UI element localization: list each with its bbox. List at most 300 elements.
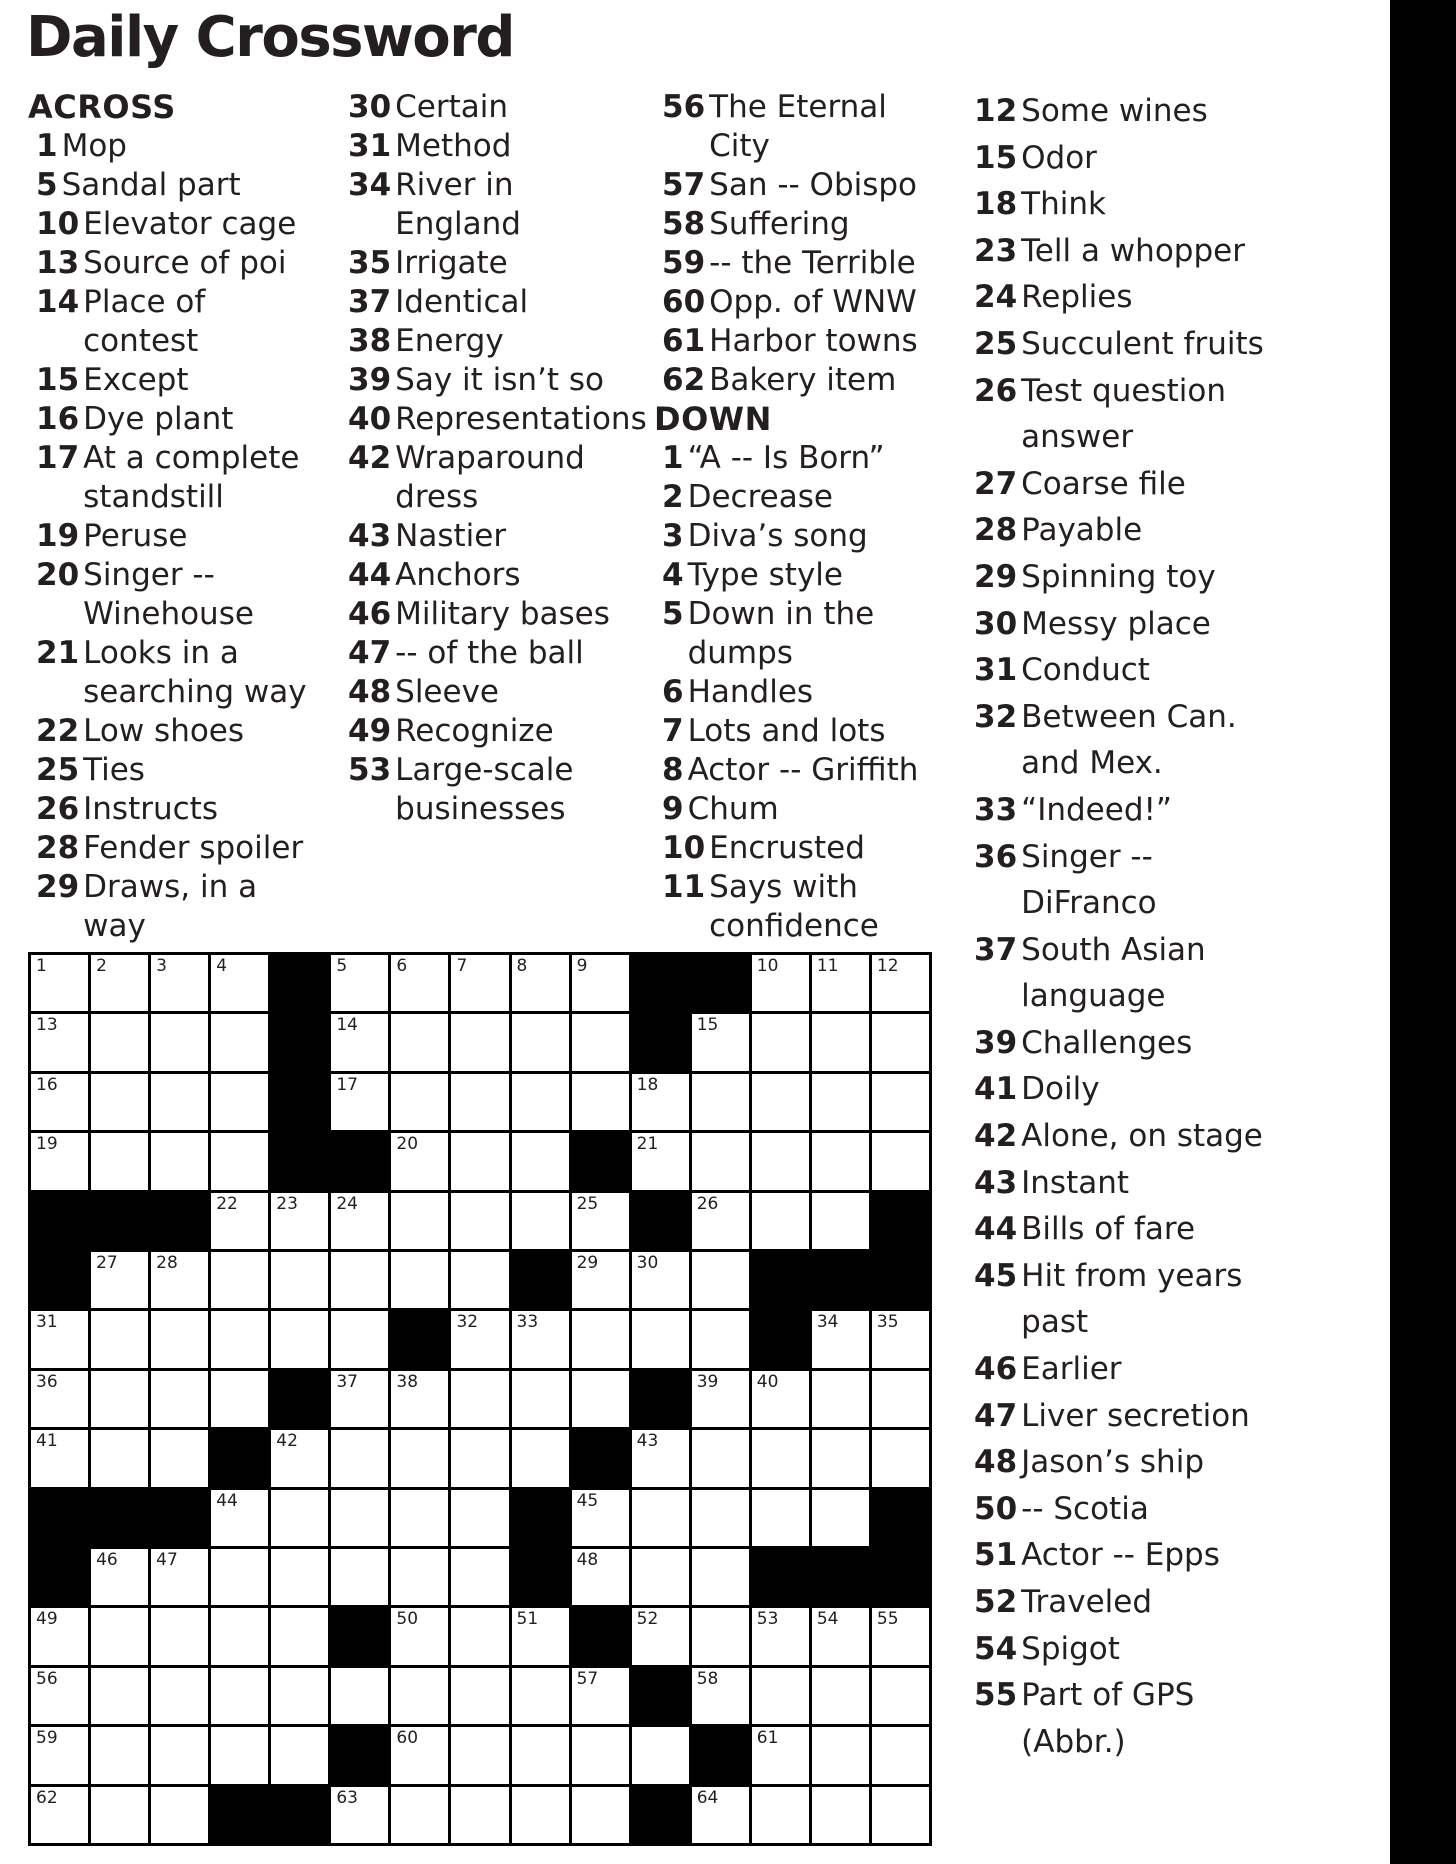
grid-cell[interactable] xyxy=(151,1311,208,1367)
down-clue[interactable] xyxy=(974,135,1274,182)
grid-cell[interactable] xyxy=(31,1787,88,1843)
grid-cell[interactable] xyxy=(391,1252,448,1308)
grid-cell[interactable] xyxy=(331,1490,388,1546)
down-clue[interactable] xyxy=(974,1346,1274,1393)
grid-cell[interactable] xyxy=(872,1371,929,1427)
grid-block xyxy=(31,1193,88,1249)
grid-cell[interactable] xyxy=(91,1014,148,1070)
across-clue[interactable] xyxy=(348,751,630,829)
grid-cell[interactable] xyxy=(211,1668,268,1724)
grid-block xyxy=(572,1608,629,1664)
grid-cell[interactable] xyxy=(512,1311,569,1367)
clue-text: Chum xyxy=(687,791,779,827)
down-clue[interactable] xyxy=(974,1160,1274,1207)
grid-cell[interactable] xyxy=(572,1311,629,1367)
across-clue[interactable] xyxy=(348,712,630,751)
grid-cell[interactable] xyxy=(572,1193,629,1249)
across-clue[interactable] xyxy=(662,88,944,166)
grid-cell[interactable] xyxy=(91,1252,148,1308)
across-clue[interactable] xyxy=(348,634,630,673)
grid-cell[interactable] xyxy=(271,1252,328,1308)
grid-cell[interactable] xyxy=(632,1252,689,1308)
across-clue[interactable] xyxy=(348,88,630,127)
grid-cell[interactable] xyxy=(151,955,208,1011)
across-clue[interactable] xyxy=(36,751,318,790)
grid-cell[interactable] xyxy=(271,1727,328,1783)
across-clue[interactable] xyxy=(662,166,944,205)
grid-cell[interactable] xyxy=(91,1074,148,1130)
clue-text: Opp. of WNW xyxy=(709,284,917,320)
grid-cell[interactable] xyxy=(151,1014,208,1070)
across-clue[interactable] xyxy=(36,361,318,400)
down-clue[interactable] xyxy=(974,1066,1274,1113)
grid-cell[interactable] xyxy=(872,1668,929,1724)
down-clue[interactable] xyxy=(662,790,944,829)
grid-cell[interactable] xyxy=(31,1608,88,1664)
grid-cell[interactable] xyxy=(331,955,388,1011)
grid-cell[interactable] xyxy=(692,1311,749,1367)
clue-number: 10 xyxy=(36,206,80,242)
grid-cell[interactable] xyxy=(512,1074,569,1130)
down-clue[interactable] xyxy=(974,274,1274,321)
grid-cell[interactable] xyxy=(512,1668,569,1724)
clue-number: 14 xyxy=(36,284,80,320)
grid-cell[interactable] xyxy=(391,1549,448,1605)
across-clue[interactable] xyxy=(36,517,318,556)
down-clue[interactable] xyxy=(662,439,944,478)
clue-text: Decrease xyxy=(687,479,833,515)
down-clue[interactable] xyxy=(974,1672,1274,1765)
grid-cell[interactable] xyxy=(872,1311,929,1367)
grid-cell[interactable] xyxy=(572,1787,629,1843)
grid-cell[interactable] xyxy=(31,1430,88,1486)
grid-cell[interactable] xyxy=(211,1074,268,1130)
down-clue[interactable] xyxy=(974,88,1274,135)
down-clue[interactable] xyxy=(662,478,944,517)
down-clue[interactable] xyxy=(974,1532,1274,1579)
down-clue[interactable] xyxy=(974,647,1274,694)
down-clue[interactable] xyxy=(974,787,1274,834)
across-clue[interactable] xyxy=(348,166,630,244)
grid-cell[interactable] xyxy=(151,1727,208,1783)
clue-number: 39 xyxy=(348,362,392,398)
clue-number: 30 xyxy=(974,605,1018,642)
across-clue[interactable] xyxy=(348,673,630,712)
grid-cell[interactable] xyxy=(572,1252,629,1308)
down-clue[interactable] xyxy=(974,834,1274,927)
grid-cell[interactable] xyxy=(391,1430,448,1486)
grid-cell[interactable] xyxy=(632,1133,689,1189)
grid-cell[interactable] xyxy=(91,955,148,1011)
grid-cell[interactable] xyxy=(331,1549,388,1605)
cell-number: 53 xyxy=(756,1609,779,1630)
grid-cell[interactable] xyxy=(872,1727,929,1783)
clue-text: Place of contest xyxy=(83,284,206,359)
grid-cell[interactable] xyxy=(331,1311,388,1367)
across-clue[interactable] xyxy=(36,829,318,868)
grid-cell[interactable] xyxy=(211,1133,268,1189)
grid-cell[interactable] xyxy=(692,1608,749,1664)
cell-number: 29 xyxy=(576,1253,599,1273)
across-clue[interactable] xyxy=(348,361,630,400)
grid-cell[interactable] xyxy=(451,1371,508,1427)
grid-cell[interactable] xyxy=(752,1727,809,1783)
across-clue[interactable] xyxy=(662,205,944,244)
clue-number: 34 xyxy=(348,167,392,203)
grid-cell[interactable] xyxy=(331,1074,388,1130)
across-clue[interactable] xyxy=(348,439,630,517)
grid-cell[interactable] xyxy=(91,1133,148,1189)
grid-cell[interactable] xyxy=(872,1074,929,1130)
grid-cell[interactable] xyxy=(31,1371,88,1427)
down-clue[interactable] xyxy=(662,868,944,946)
grid-cell[interactable] xyxy=(451,1133,508,1189)
grid-cell[interactable] xyxy=(391,1193,448,1249)
down-clue[interactable] xyxy=(974,554,1274,601)
across-clue[interactable] xyxy=(36,439,318,517)
grid-cell[interactable] xyxy=(812,1074,869,1130)
grid-cell[interactable] xyxy=(752,955,809,1011)
grid-cell[interactable] xyxy=(572,955,629,1011)
grid-cell[interactable] xyxy=(91,1787,148,1843)
across-clue[interactable] xyxy=(348,517,630,556)
grid-cell[interactable] xyxy=(211,1014,268,1070)
clue-text: The Eternal City xyxy=(709,89,887,164)
across-clue[interactable] xyxy=(36,205,318,244)
grid-cell[interactable] xyxy=(211,1371,268,1427)
cell-number: 52 xyxy=(636,1609,659,1630)
grid-cell[interactable] xyxy=(572,1727,629,1783)
grid-cell[interactable] xyxy=(572,1371,629,1427)
grid-cell[interactable] xyxy=(151,1133,208,1189)
grid-cell[interactable] xyxy=(91,1608,148,1664)
down-clue[interactable] xyxy=(662,517,944,556)
clue-number: 42 xyxy=(348,440,392,476)
down-clue[interactable] xyxy=(974,507,1274,554)
down-clue[interactable] xyxy=(662,712,944,751)
grid-cell[interactable] xyxy=(271,1193,328,1249)
grid-cell[interactable] xyxy=(572,1549,629,1605)
grid-cell[interactable] xyxy=(752,1608,809,1664)
grid-cell[interactable] xyxy=(512,1371,569,1427)
grid-cell[interactable] xyxy=(331,1430,388,1486)
grid-cell[interactable] xyxy=(632,1549,689,1605)
across-clue[interactable] xyxy=(36,868,318,946)
grid-cell[interactable] xyxy=(151,1549,208,1605)
grid-cell[interactable] xyxy=(31,1133,88,1189)
grid-cell[interactable] xyxy=(752,1430,809,1486)
grid-cell[interactable] xyxy=(211,1193,268,1249)
clue-number: 13 xyxy=(36,245,80,281)
grid-cell[interactable] xyxy=(271,1490,328,1546)
grid-cell[interactable] xyxy=(271,1668,328,1724)
down-clue[interactable] xyxy=(974,1206,1274,1253)
cell-number: 40 xyxy=(756,1371,779,1392)
down-clue[interactable] xyxy=(974,1020,1274,1067)
grid-cell[interactable] xyxy=(572,1668,629,1724)
grid-cell[interactable] xyxy=(151,1371,208,1427)
grid-cell[interactable] xyxy=(812,1668,869,1724)
grid-cell[interactable] xyxy=(512,955,569,1011)
grid-cell[interactable] xyxy=(271,1608,328,1664)
down-clue[interactable] xyxy=(662,751,944,790)
down-clue[interactable] xyxy=(974,368,1274,461)
grid-cell[interactable] xyxy=(872,955,929,1011)
grid-cell[interactable] xyxy=(451,1549,508,1605)
grid-cell[interactable] xyxy=(872,1133,929,1189)
grid-cell[interactable] xyxy=(752,1074,809,1130)
clue-text: At a complete standstill xyxy=(83,440,300,515)
grid-cell[interactable] xyxy=(692,1371,749,1427)
clue-number: 31 xyxy=(974,652,1018,689)
grid-cell[interactable] xyxy=(91,1727,148,1783)
grid-cell[interactable] xyxy=(692,1490,749,1546)
grid-cell[interactable] xyxy=(211,1252,268,1308)
grid-cell[interactable] xyxy=(31,955,88,1011)
across-header: ACROSS xyxy=(28,88,176,126)
grid-cell[interactable] xyxy=(752,1193,809,1249)
across-clue[interactable] xyxy=(36,166,318,205)
grid-cell[interactable] xyxy=(91,1549,148,1605)
grid-cell[interactable] xyxy=(572,1014,629,1070)
grid-cell[interactable] xyxy=(31,1014,88,1070)
grid-cell[interactable] xyxy=(632,1608,689,1664)
across-clue[interactable] xyxy=(36,556,318,634)
down-clue[interactable] xyxy=(974,1486,1274,1533)
grid-cell[interactable] xyxy=(512,1133,569,1189)
clue-number: 15 xyxy=(36,362,80,398)
grid-cell[interactable] xyxy=(632,1727,689,1783)
grid-cell[interactable] xyxy=(752,1490,809,1546)
grid-cell[interactable] xyxy=(331,1371,388,1427)
grid-cell[interactable] xyxy=(451,1252,508,1308)
down-clue[interactable] xyxy=(974,927,1274,1020)
grid-cell[interactable] xyxy=(31,1311,88,1367)
clue-number: 20 xyxy=(36,557,80,593)
grid-cell[interactable] xyxy=(151,1608,208,1664)
across-clue[interactable] xyxy=(662,283,944,322)
grid-cell[interactable] xyxy=(151,1252,208,1308)
grid-cell[interactable] xyxy=(391,1014,448,1070)
grid-cell[interactable] xyxy=(31,1668,88,1724)
grid-cell[interactable] xyxy=(271,1549,328,1605)
grid-cell[interactable] xyxy=(692,1668,749,1724)
across-clue[interactable] xyxy=(348,127,630,166)
grid-cell[interactable] xyxy=(692,1193,749,1249)
down-clue[interactable] xyxy=(974,601,1274,648)
grid-cell[interactable] xyxy=(451,1668,508,1724)
across-clue[interactable] xyxy=(348,322,630,361)
grid-cell[interactable] xyxy=(451,1014,508,1070)
grid-cell[interactable] xyxy=(812,1430,869,1486)
grid-cell[interactable] xyxy=(391,1668,448,1724)
across-clue[interactable] xyxy=(36,127,318,166)
grid-cell[interactable] xyxy=(451,1490,508,1546)
across-clue[interactable] xyxy=(36,634,318,712)
down-clue[interactable] xyxy=(974,1393,1274,1440)
grid-cell[interactable] xyxy=(632,1074,689,1130)
grid-cell[interactable] xyxy=(632,1430,689,1486)
grid-cell[interactable] xyxy=(211,955,268,1011)
grid-cell[interactable] xyxy=(91,1668,148,1724)
across-clue[interactable] xyxy=(348,283,630,322)
grid-cell[interactable] xyxy=(211,1608,268,1664)
grid-cell[interactable] xyxy=(331,1668,388,1724)
grid-cell[interactable] xyxy=(391,1490,448,1546)
grid-cell[interactable] xyxy=(451,955,508,1011)
grid-cell[interactable] xyxy=(872,1787,929,1843)
grid-cell[interactable] xyxy=(91,1311,148,1367)
grid-cell[interactable] xyxy=(752,1133,809,1189)
grid-cell[interactable] xyxy=(391,1608,448,1664)
grid-cell[interactable] xyxy=(391,955,448,1011)
grid-cell[interactable] xyxy=(812,955,869,1011)
down-clue[interactable] xyxy=(662,595,944,673)
across-clue[interactable] xyxy=(36,712,318,751)
across-clue[interactable] xyxy=(662,322,944,361)
grid-cell[interactable] xyxy=(451,1430,508,1486)
down-clue[interactable] xyxy=(974,1113,1274,1160)
grid-cell[interactable] xyxy=(31,1074,88,1130)
grid-cell[interactable] xyxy=(692,1252,749,1308)
grid-cell[interactable] xyxy=(752,1371,809,1427)
grid-cell[interactable] xyxy=(512,1193,569,1249)
grid-cell[interactable] xyxy=(812,1490,869,1546)
down-clue[interactable] xyxy=(974,1626,1274,1673)
grid-cell[interactable] xyxy=(692,1430,749,1486)
clue-text: Harbor towns xyxy=(709,323,918,359)
grid-cell[interactable] xyxy=(752,1014,809,1070)
across-clue[interactable] xyxy=(348,556,630,595)
clue-text: “A -- Is Born” xyxy=(687,440,885,476)
across-clue[interactable] xyxy=(348,244,630,283)
grid-cell[interactable] xyxy=(692,1787,749,1843)
across-clue[interactable] xyxy=(36,400,318,439)
grid-cell[interactable] xyxy=(391,1787,448,1843)
down-clue[interactable] xyxy=(974,181,1274,228)
grid-cell[interactable] xyxy=(151,1787,208,1843)
grid-cell[interactable] xyxy=(872,1430,929,1486)
across-clue[interactable] xyxy=(36,244,318,283)
grid-cell[interactable] xyxy=(632,1311,689,1367)
grid-cell[interactable] xyxy=(91,1430,148,1486)
down-clue[interactable] xyxy=(974,461,1274,508)
grid-cell[interactable] xyxy=(752,1787,809,1843)
grid-cell[interactable] xyxy=(391,1074,448,1130)
down-clue[interactable] xyxy=(974,321,1274,368)
grid-cell[interactable] xyxy=(451,1608,508,1664)
grid-cell[interactable] xyxy=(512,1014,569,1070)
grid-cell[interactable] xyxy=(271,1430,328,1486)
across-clue[interactable] xyxy=(662,244,944,283)
grid-cell[interactable] xyxy=(271,1311,328,1367)
grid-cell[interactable] xyxy=(812,1311,869,1367)
grid-cell[interactable] xyxy=(331,1193,388,1249)
grid-cell[interactable] xyxy=(331,1787,388,1843)
grid-block xyxy=(632,955,689,1011)
grid-cell[interactable] xyxy=(512,1430,569,1486)
grid-cell[interactable] xyxy=(91,1371,148,1427)
cell-number: 28 xyxy=(156,1253,178,1273)
clue-text: -- of the ball xyxy=(395,635,584,671)
grid-cell[interactable] xyxy=(211,1549,268,1605)
down-clue[interactable] xyxy=(662,673,944,712)
down-clue[interactable] xyxy=(662,829,944,868)
grid-cell[interactable] xyxy=(692,1549,749,1605)
grid-cell[interactable] xyxy=(451,1311,508,1367)
grid-block xyxy=(512,1252,569,1308)
grid-cell[interactable] xyxy=(391,1133,448,1189)
grid-cell[interactable] xyxy=(752,1668,809,1724)
grid-cell[interactable] xyxy=(451,1727,508,1783)
grid-cell[interactable] xyxy=(151,1430,208,1486)
grid-cell[interactable] xyxy=(812,1371,869,1427)
grid-cell[interactable] xyxy=(812,1193,869,1249)
grid-cell[interactable] xyxy=(692,1074,749,1130)
grid-cell[interactable] xyxy=(692,1014,749,1070)
grid-cell[interactable] xyxy=(872,1014,929,1070)
down-clue[interactable] xyxy=(974,1439,1274,1486)
across-clue[interactable] xyxy=(36,790,318,829)
grid-cell[interactable] xyxy=(572,1490,629,1546)
grid-block xyxy=(211,1430,268,1486)
down-clue[interactable] xyxy=(974,694,1274,787)
grid-block xyxy=(632,1668,689,1724)
grid-cell[interactable] xyxy=(512,1727,569,1783)
grid-cell[interactable] xyxy=(692,1133,749,1189)
grid-block xyxy=(271,1133,328,1189)
grid-cell[interactable] xyxy=(632,1490,689,1546)
across-clue[interactable] xyxy=(348,595,630,634)
clue-text: Spinning toy xyxy=(1021,558,1216,595)
grid-cell[interactable] xyxy=(331,1252,388,1308)
down-clue[interactable] xyxy=(974,228,1274,275)
grid-cell[interactable] xyxy=(151,1074,208,1130)
clue-text: Test question answer xyxy=(1021,372,1226,456)
grid-cell[interactable] xyxy=(211,1727,268,1783)
down-clue[interactable] xyxy=(974,1253,1274,1346)
grid-cell[interactable] xyxy=(331,1014,388,1070)
across-clue[interactable] xyxy=(662,361,944,400)
grid-cell[interactable] xyxy=(211,1490,268,1546)
grid-cell[interactable] xyxy=(512,1608,569,1664)
grid-cell[interactable] xyxy=(512,1787,569,1843)
clue-text: Irrigate xyxy=(395,245,508,281)
grid-cell[interactable] xyxy=(31,1727,88,1783)
grid-cell[interactable] xyxy=(812,1727,869,1783)
grid-cell[interactable] xyxy=(572,1074,629,1130)
grid-cell[interactable] xyxy=(812,1133,869,1189)
grid-cell[interactable] xyxy=(451,1074,508,1130)
grid-cell[interactable] xyxy=(812,1014,869,1070)
grid-cell[interactable] xyxy=(812,1787,869,1843)
grid-cell[interactable] xyxy=(451,1193,508,1249)
grid-cell[interactable] xyxy=(451,1787,508,1843)
across-clue[interactable] xyxy=(348,400,647,439)
clue-text: Elevator cage xyxy=(83,206,297,242)
across-clue[interactable] xyxy=(36,283,318,361)
grid-cell[interactable] xyxy=(812,1608,869,1664)
grid-cell[interactable] xyxy=(391,1727,448,1783)
grid-cell[interactable] xyxy=(391,1371,448,1427)
down-clue[interactable] xyxy=(662,556,944,595)
down-clue[interactable] xyxy=(974,1579,1274,1626)
grid-cell[interactable] xyxy=(151,1668,208,1724)
clue-number: 32 xyxy=(974,698,1018,735)
grid-cell[interactable] xyxy=(872,1608,929,1664)
grid-block xyxy=(331,1608,388,1664)
grid-cell[interactable] xyxy=(211,1311,268,1367)
